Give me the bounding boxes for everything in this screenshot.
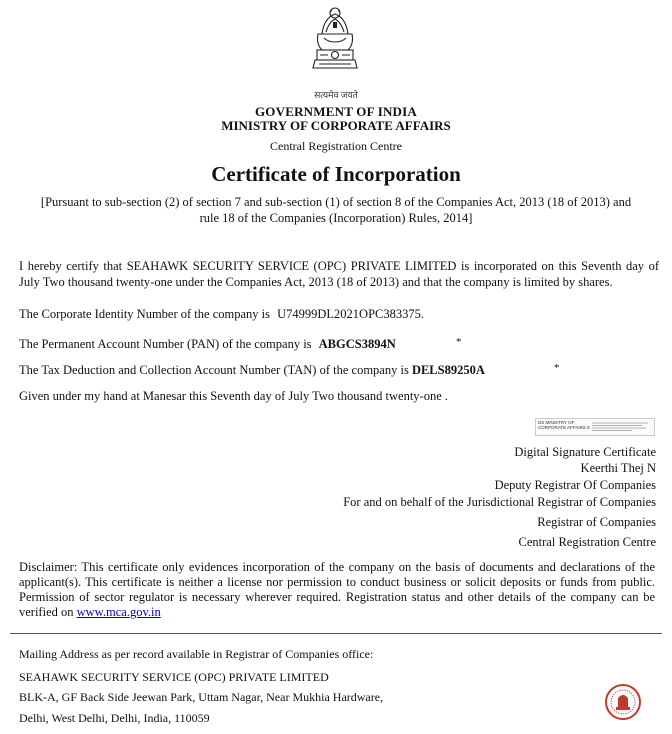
- national-emblem-icon: [304, 4, 366, 96]
- ministry-seal-icon: [604, 683, 642, 721]
- government-heading: GOVERNMENT OF INDIA: [255, 104, 417, 119]
- pursuant-line-2: rule 18 of the Companies (Incorporation) Rules, 2014]: [199, 211, 473, 225]
- certificate-title: Certificate of Incorporation: [211, 162, 461, 186]
- tan-line: [19, 362, 659, 378]
- section-divider: [10, 633, 662, 634]
- pan-line: [19, 336, 659, 352]
- pursuant-note: [0, 194, 672, 226]
- dsc-label: Digital Signature Certificate: [514, 445, 656, 459]
- signatory-name: Keerthi Thej N: [580, 461, 656, 475]
- pursuant-line-1: [Pursuant to sub-section (2) of section 7 and sub-section (1) of section 8 of the Companies Act, 2013 (18 of 2013) and: [40, 195, 632, 209]
- signature-detail-lines-icon: [592, 422, 650, 432]
- digital-signature-stamp: [535, 418, 655, 436]
- mailing-address-line-2: Delhi, West Delhi, Delhi, India, 110059: [19, 711, 210, 725]
- cin-label: The Corporate Identity Number of the company is: [19, 307, 270, 321]
- cin-line: [19, 306, 659, 322]
- given-line: Given under my hand at Manesar this Seventh day of July Two thousand twenty-one .: [19, 389, 449, 403]
- registrar-centre-label: Central Registration Centre: [518, 535, 656, 549]
- mailing-address-line-1: BLK-A, GF Back Side Jeewan Park, Uttam Nagar, Near Mukhia Hardware,: [19, 690, 384, 704]
- cin-value: U74999DL2021OPC383375.: [277, 307, 424, 321]
- tan-value: DELS89250A: [411, 363, 485, 377]
- signatory-designation: Deputy Registrar Of Companies: [494, 478, 656, 492]
- tan-asterisk: *: [554, 362, 560, 374]
- pan-label: The Permanent Account Number (PAN) of the company is: [19, 337, 312, 351]
- pan-asterisk: *: [456, 336, 462, 348]
- emblem-motto: सत्यमेव जयते: [314, 90, 358, 100]
- pan-value: ABGCS3894N: [318, 337, 396, 351]
- disclaimer: [19, 560, 655, 620]
- mailing-heading: Mailing Address as per record available in Registrar of Companies office:: [19, 647, 374, 661]
- mailing-company: SEAHAWK SECURITY SERVICE (OPC) PRIVATE LIMITED: [19, 670, 329, 684]
- mca-website-link[interactable]: www.mca.gov.in: [76, 605, 161, 619]
- registrar-label: Registrar of Companies: [537, 515, 656, 529]
- registration-centre-heading: Central Registration Centre: [270, 139, 402, 153]
- disclaimer-text: Disclaimer: This certificate only evidences incorporation of the company on the basis of documents and declarations of the applicant(s). This certificate is neither a license nor permission to conduct business or solicit deposits or funds from public. Permission of sector regulator is necessary wherever required. Registration status and other details of the company can be verified on: [19, 560, 655, 619]
- tan-label: The Tax Deduction and Collection Account Number (TAN) of the company is: [19, 363, 409, 377]
- signatory-behalf: For and on behalf of the Jurisdictional Registrar of Companies: [343, 495, 656, 509]
- ministry-heading: MINISTRY OF CORPORATE AFFAIRS: [221, 118, 451, 133]
- signature-stamp-text: DS MINISTRY OF CORPORATE AFFAIRS 8: [538, 420, 590, 430]
- certify-paragraph: I hereby certify that SEAHAWK SECURITY SERVICE (OPC) PRIVATE LIMITED is incorporated on this Seventh day of July Two thousand twenty-one under the Companies Act, 2013 (18 of 2013) and that the company is limited by shares.: [19, 259, 659, 289]
